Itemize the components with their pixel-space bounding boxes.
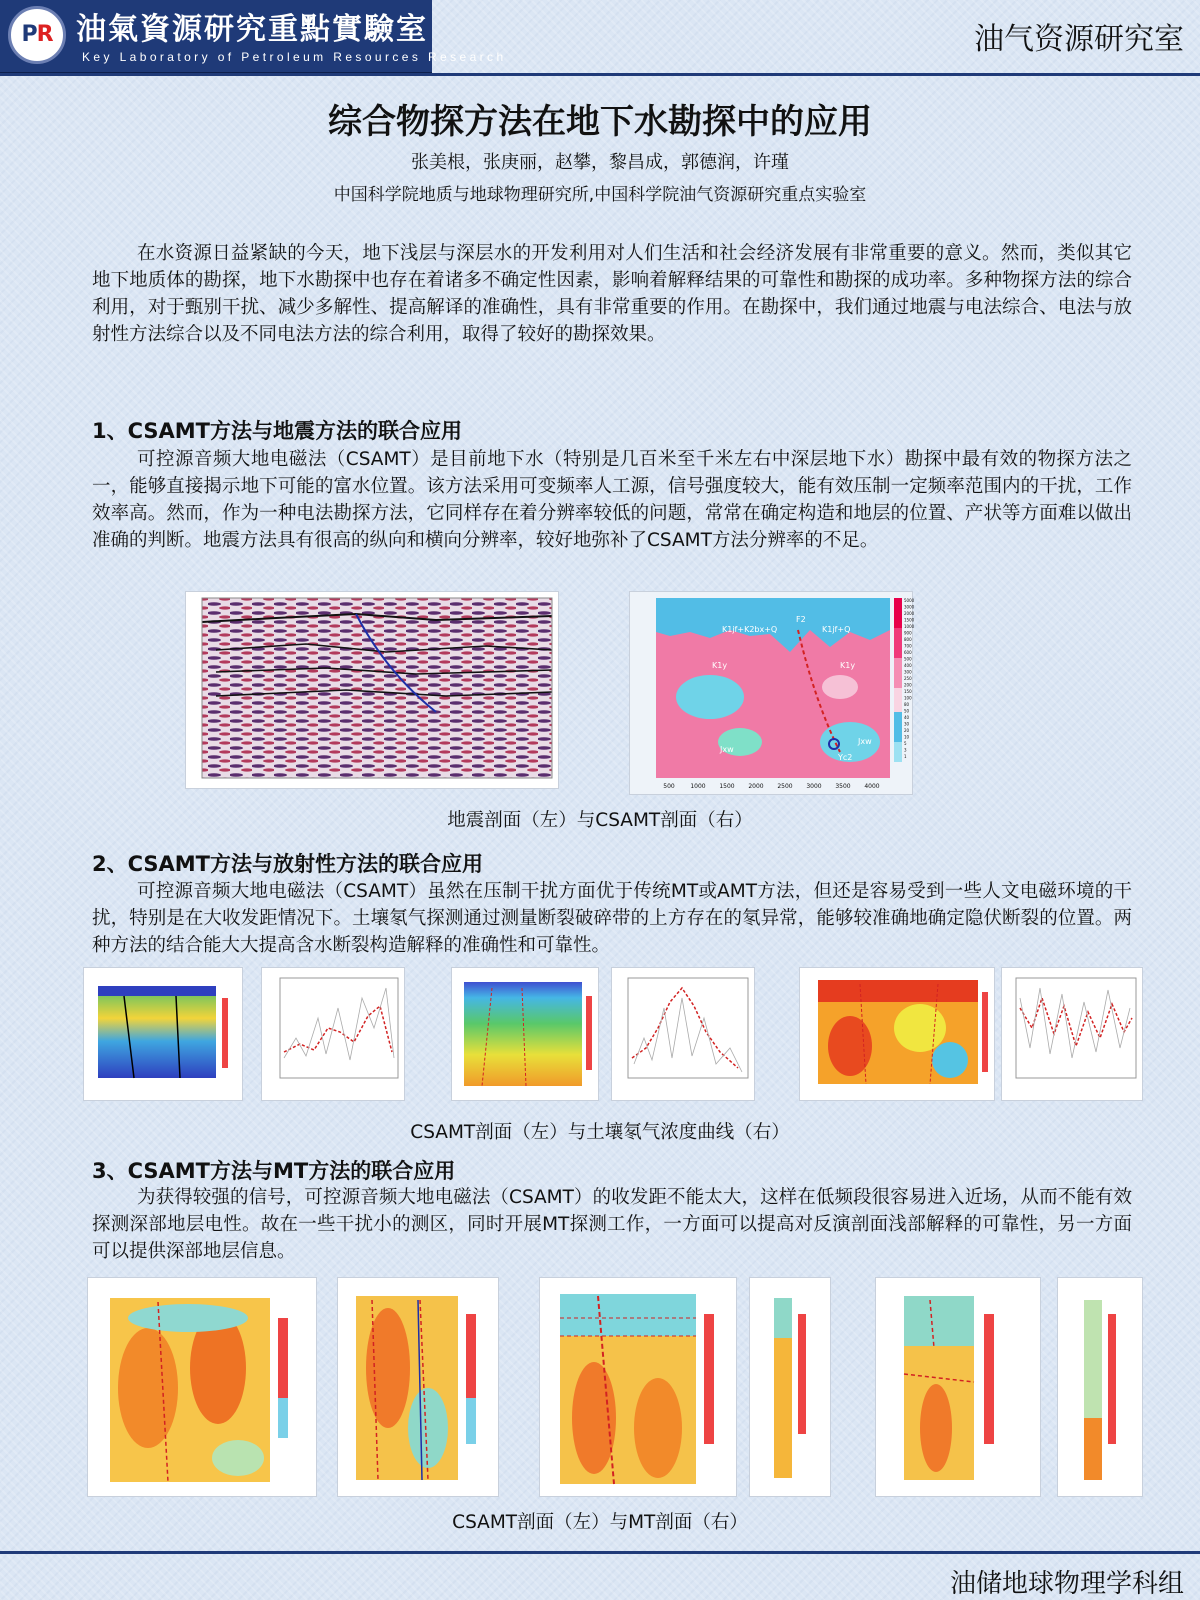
svg-text:10: 10 xyxy=(904,734,910,740)
svg-text:5000: 5000 xyxy=(904,598,915,603)
csamt-section-graphic xyxy=(84,968,242,1100)
radon-curve-graphic xyxy=(612,968,754,1100)
svg-text:3: 3 xyxy=(904,747,907,753)
svg-text:500: 500 xyxy=(663,783,675,790)
unit-label: K1jf+Q xyxy=(822,625,851,634)
csamt-section-graphic xyxy=(452,968,598,1100)
svg-text:4000: 4000 xyxy=(864,783,880,790)
svg-text:1000: 1000 xyxy=(904,624,915,629)
section-1-heading: 1、CSAMT方法与地震方法的联合应用 xyxy=(92,419,463,443)
csamt-section-figure xyxy=(84,968,242,1100)
mt-section-graphic xyxy=(338,1278,498,1496)
svg-text:900: 900 xyxy=(904,630,912,636)
svg-text:3000: 3000 xyxy=(806,783,822,790)
logo-chinese-name: 油氣資源研究重點實驗室 xyxy=(76,12,428,47)
radon-curve-figure xyxy=(262,968,404,1100)
svg-text:3500: 3500 xyxy=(835,783,851,790)
unit-label: K1y xyxy=(840,661,856,670)
csamt-section-graphic xyxy=(876,1278,1040,1496)
svg-text:300: 300 xyxy=(904,669,912,675)
unit-label: Jxw xyxy=(858,737,872,746)
csamt-section-graphic xyxy=(88,1278,316,1496)
svg-text:3000: 3000 xyxy=(904,604,915,610)
mt-section-graphic xyxy=(1058,1278,1142,1496)
unit-label: K1y xyxy=(712,661,728,670)
svg-text:250: 250 xyxy=(904,676,912,681)
svg-text:1: 1 xyxy=(904,754,907,759)
csamt-section-figure xyxy=(540,1278,736,1496)
unit-label: Jxw xyxy=(720,745,734,754)
svg-text:600: 600 xyxy=(904,650,912,655)
footer-group-name: 油储地球物理学科组 xyxy=(949,1569,1184,1599)
svg-text:5: 5 xyxy=(904,741,907,746)
section-2-heading: 2、CSAMT方法与放射性方法的联合应用 xyxy=(92,852,484,876)
figure-3-caption: CSAMT剖面（左）与MT剖面（右） xyxy=(452,1512,748,1533)
svg-text:2000: 2000 xyxy=(748,783,764,790)
svg-text:1500: 1500 xyxy=(719,783,735,790)
svg-text:2500: 2500 xyxy=(777,783,793,790)
colorbar xyxy=(894,598,902,762)
svg-text:40: 40 xyxy=(904,715,910,720)
intro-paragraph: 在水资源日益紧缺的今天，地下浅层与深层水的开发利用对人们生活和社会经济发展有非常重要的意义。然而，类似其它地下地质体的勘探，地下水勘探中也存在着诸多不确定性因素，影响着解释结果的可靠性和勘探的成功率。多种物探方法的综合利用，对于甄别干扰、减少多解性、提高解译的准确性，具有非常重要的作用。在勘探中，我们通过地震与电法综合、电法与放射性方法综合以及不同电法方法的综合利用，取得了较好的勘探效果。 xyxy=(92,243,1132,345)
mt-section-figure xyxy=(1058,1278,1142,1496)
svg-text:500: 500 xyxy=(904,656,912,662)
seismic-section-graphic xyxy=(186,592,558,788)
svg-text:2000: 2000 xyxy=(904,611,915,616)
figure-2-caption: CSAMT剖面（左）与土壤氡气浓度曲线（右） xyxy=(410,1122,790,1143)
svg-text:150: 150 xyxy=(904,689,912,694)
logo-english-name: Key Laboratory of Petroleum Resources Research xyxy=(82,50,507,64)
figure-1-caption: 地震剖面（左）与CSAMT剖面（右） xyxy=(447,810,753,831)
csamt-section-graphic xyxy=(630,592,915,794)
unit-label: Yc2 xyxy=(838,753,853,762)
affiliation: 中国科学院地质与地球物理研究所,中国科学院油气资源研究重点实验室 xyxy=(333,185,867,205)
csamt-section-figure xyxy=(876,1278,1040,1496)
svg-text:80: 80 xyxy=(904,702,910,707)
svg-text:200: 200 xyxy=(904,682,912,688)
svg-text:400: 400 xyxy=(904,663,912,668)
colorbar-ticks xyxy=(904,598,915,759)
seismic-section-figure xyxy=(186,592,558,788)
mt-section-figure xyxy=(338,1278,498,1496)
footer-divider xyxy=(0,1551,1200,1554)
radon-curve-graphic xyxy=(1002,968,1142,1100)
svg-text:30: 30 xyxy=(904,721,910,727)
section-3-heading: 3、CSAMT方法与MT方法的联合应用 xyxy=(92,1159,456,1183)
radon-curve-figure xyxy=(612,968,754,1100)
csamt-section-figure xyxy=(800,968,994,1100)
csamt-section-figure xyxy=(630,592,915,794)
svg-text:100: 100 xyxy=(904,695,912,701)
radon-curve-graphic xyxy=(262,968,404,1100)
svg-text:700: 700 xyxy=(904,643,912,649)
svg-text:20: 20 xyxy=(904,728,910,733)
section-3-body: 为获得较强的信号，可控源音频大地电磁法（CSAMT）的收发距不能太大，这样在低频段很容易进入近场，从而不能有效探测深部地层电性。故在一些干扰小的测区，同时开展MT探测工作，一方面可以提高对反演剖面浅部解释的可靠性，另一方面可以提供深部地层信息。 xyxy=(92,1187,1132,1262)
csamt-section-figure xyxy=(88,1278,316,1496)
poster-title: 综合物探方法在地下水勘探中的应用 xyxy=(328,102,872,142)
logo-letters: PR xyxy=(21,22,53,47)
svg-text:800: 800 xyxy=(904,637,912,642)
unit-label: F2 xyxy=(796,615,806,624)
radon-curve-figure xyxy=(1002,968,1142,1100)
csamt-section-graphic xyxy=(800,968,994,1100)
csamt-section-graphic xyxy=(540,1278,736,1496)
mt-section-figure xyxy=(750,1278,830,1496)
svg-text:50: 50 xyxy=(904,708,910,714)
csamt-section-figure xyxy=(452,968,598,1100)
svg-text:1500: 1500 xyxy=(904,617,915,623)
section-1-body: 可控源音频大地电磁法（CSAMT）是目前地下水（特别是几百米至千米左右中深层地下水）勘探中最有效的物探方法之一，能够直接揭示地下可能的富水位置。该方法采用可变频率人工源，信号强度较大，能有效压制一定频率范围内的干扰，工作效率高。然而，作为一种电法勘探方法，它同样存在着分辨率较低的问题，常常在确定构造和地层的位置、产状等方面难以做出准确的判断。地震方法具有很高的纵向和横向分辨率，较好地弥补了CSAMT方法分辨率的不足。 xyxy=(92,449,1132,551)
svg-text:1000: 1000 xyxy=(690,783,706,790)
author-list: 张美根，张庚丽，赵攀，黎昌成，郭德润，许瑾 xyxy=(411,152,789,173)
section-2-body: 可控源音频大地电磁法（CSAMT）虽然在压制干扰方面优于传统MT或AMT方法，但还是容易受到一些人文电磁环境的干扰，特别是在大收发距情况下。土壤氡气探测通过测量断裂破碎带的上方存在的氡异常，能够较准确地确定隐伏断裂的位置。两种方法的结合能大大提高含水断裂构造解释的准确性和可靠性。 xyxy=(92,881,1132,956)
x-axis-ticks xyxy=(663,783,880,790)
mt-section-graphic xyxy=(750,1278,830,1496)
unit-label: K1jf+K2bx+Q xyxy=(722,625,778,634)
header-lab-name: 油气资源研究室 xyxy=(974,22,1184,57)
header-divider xyxy=(0,73,1200,76)
